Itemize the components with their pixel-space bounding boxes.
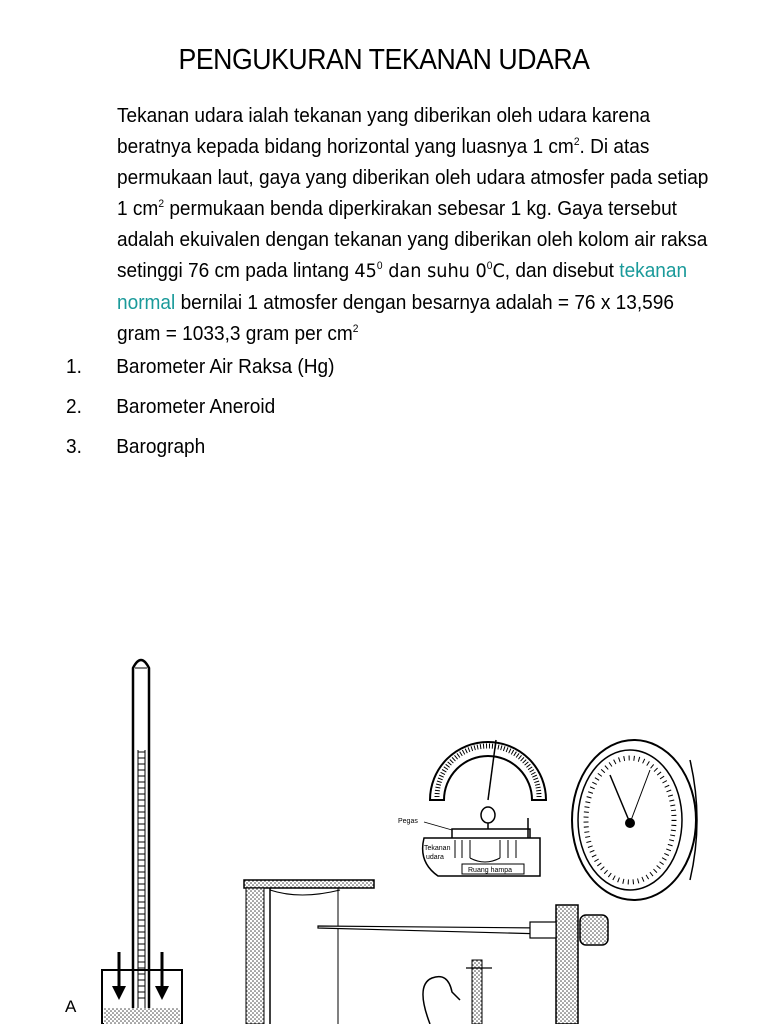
- latitude-degree: 0: [376, 260, 383, 273]
- para-text-2: . Di atas permukaan laut, gaya yang diberikan oleh udara atmosfer pada setiap 1 cm: [117, 135, 709, 220]
- normal-pressure-term: tekanan normal: [117, 259, 688, 314]
- latitude-value: 45: [354, 260, 377, 282]
- round-barometer: [572, 740, 697, 900]
- intro-paragraph: [117, 100, 717, 349]
- udara-label: udara: [426, 854, 444, 861]
- ruang-hampa-label: Ruang hampa: [468, 867, 512, 874]
- para-text-3: permukaan benda diperkirakan sebesar 1 kg. Gaya tersebut adalah ekuivalen dengan tekanan yang diberikan oleh kolom air raksa setinggi 76 cm pada lintang: [117, 197, 708, 282]
- page-title: PENGUKURAN TEKANAN UDARA: [178, 44, 590, 76]
- sup-2: 2: [158, 198, 165, 211]
- list-text: Barograph: [116, 435, 206, 458]
- sup-1: 2: [573, 136, 580, 149]
- sup-3: 2: [352, 323, 359, 336]
- tekanan-label: Tekanan: [424, 845, 451, 852]
- temperature-degree: 0: [486, 260, 493, 273]
- temperature-text: dan suhu 0: [382, 260, 487, 282]
- barograph: [244, 880, 608, 1024]
- mercury-barometer: [102, 660, 182, 1024]
- para-text-1: Tekanan udara ialah tekanan yang diberikan oleh udara karena beratnya kepada bidang horizontal yang luasnya 1 cm: [117, 104, 651, 158]
- temperature-unit: C: [492, 260, 505, 282]
- aneroid-diagram: [398, 740, 546, 876]
- pegas-label: Pegas: [398, 818, 418, 825]
- list-number: 3.: [66, 435, 82, 458]
- para-text-4: , dan disebut: [504, 259, 620, 282]
- arrow-down-icon: [155, 952, 169, 1000]
- list-number: 1.: [66, 355, 82, 378]
- barometer-illustration: [0, 640, 768, 1024]
- list-text: Barometer Aneroid: [116, 395, 276, 418]
- arrow-down-icon: [112, 952, 126, 1000]
- figure-label-a: A: [65, 997, 77, 1016]
- para-text-5: bernilai 1 atmosfer dengan besarnya adalah = 76 x 13,596 gram = 1033,3 gram per cm: [117, 291, 674, 345]
- list-number: 2.: [66, 395, 82, 418]
- list-text: Barometer Air Raksa (Hg): [116, 355, 335, 378]
